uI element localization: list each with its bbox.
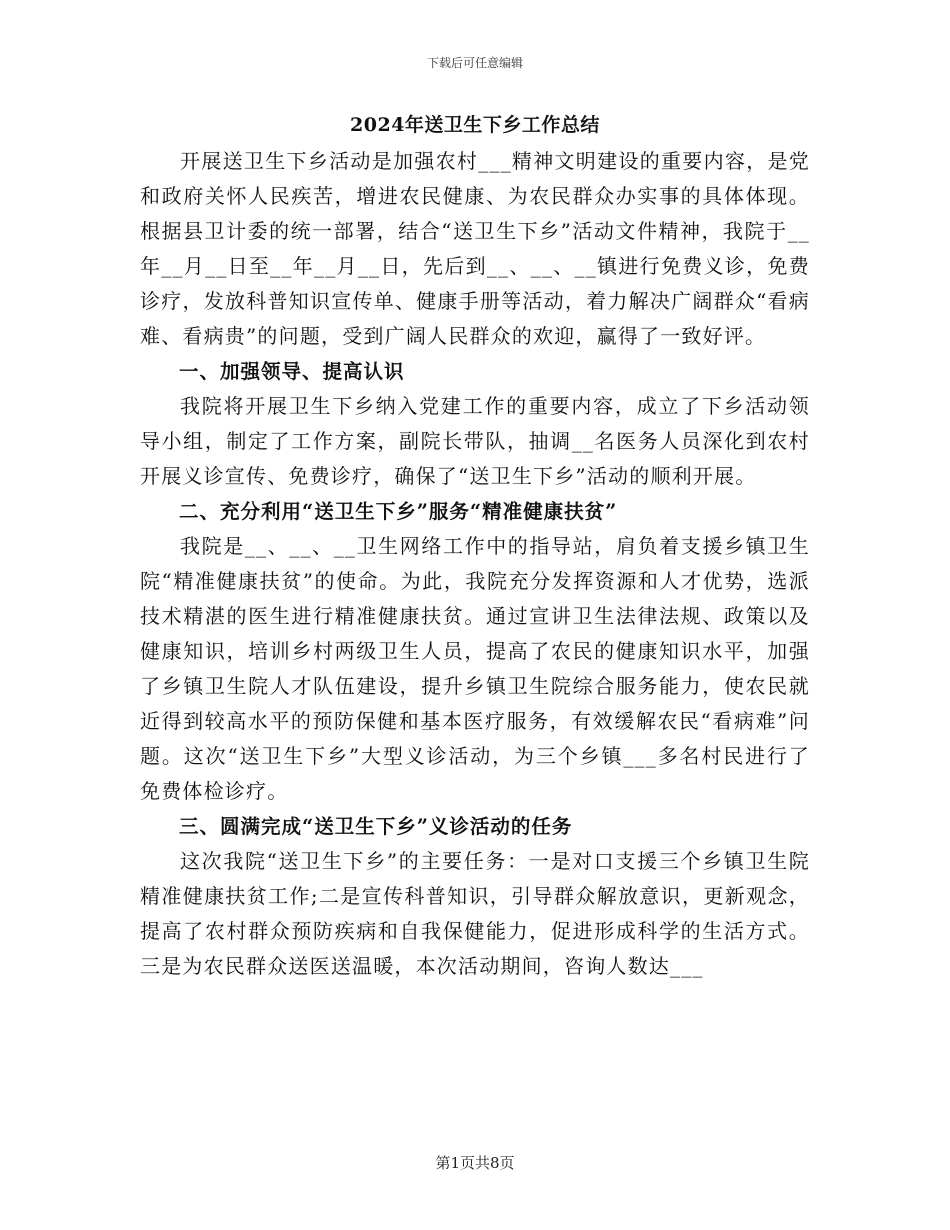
section-2-heading: 二、充分利用“送卫生下乡”服务“精准健康扶贫” <box>179 500 618 523</box>
header-note: 下载后可任意编辑 <box>426 56 523 70</box>
section-3-heading: 三、圆满完成“送卫生下乡”义诊活动的任务 <box>179 815 573 838</box>
page-number: 第1页共8页 <box>435 1154 515 1172</box>
section-1-paragraph: 我院将开展卫生下乡纳入党建工作的重要内容，成立了下乡活动领导小组，制定了工作方案，副院长带队，抽调__名医务人员深化到农村开展义诊宣传、免费诊疗，确保了“送卫生下乡”活动的顺利开展。 <box>140 394 810 488</box>
section-2-paragraph: 我院是__、__、__卫生网络工作中的指导站，肩负着支援乡镇卫生院“精准健康扶贫”的使命。为此，我院充分发挥资源和人才优势，选派技术精湛的医生进行精准健康扶贫。通过宣讲卫生法律法规、政策以及健康知识，培训乡村两级卫生人员，提高了农民的健康知识水平，加强了乡镇卫生院人才队伍建设，提升乡镇卫生院综合服务能力，使农民就近得到较高水平的预防保健和基本医疗服务，有效缓解农民“看病难”问题。这次“送卫生下乡”大型义诊活动，为三个乡镇___多名村民进行了免费体检诊疗。 <box>140 534 810 803</box>
document-title: 2024年送卫生下乡工作总结 <box>350 114 600 136</box>
section-1-heading: 一、加强领导、提高认识 <box>179 360 405 383</box>
document-body <box>140 108 810 984</box>
intro-paragraph: 开展送卫生下乡活动是加强农村___精神文明建设的重要内容，是党和政府关怀人民疾苦，增进农民健康、为农民群众办实事的具体体现。根据县卫计委的统一部署，结合“送卫生下乡”活动文件精神，我院于__年__月__日至__年__月__日，先后到__、__、__镇进行免费义诊，免费诊疗，发放科普知识宣传单、健康手册等活动，着力解决广阔群众“看病难、看病贵”的问题，受到广阔人民群众的欢迎，赢得了一致好评。 <box>140 149 810 348</box>
section-3-paragraph: 这次我院“送卫生下乡”的主要任务：一是对口支援三个乡镇卫生院精准健康扶贫工作;二是宣传科普知识，引导群众解放意识，更新观念，提高了农村群众预防疾病和自我保健能力，促进形成科学的生活方式。三是为农民群众送医送温暖，本次活动期间，咨询人数达___ <box>140 849 810 978</box>
